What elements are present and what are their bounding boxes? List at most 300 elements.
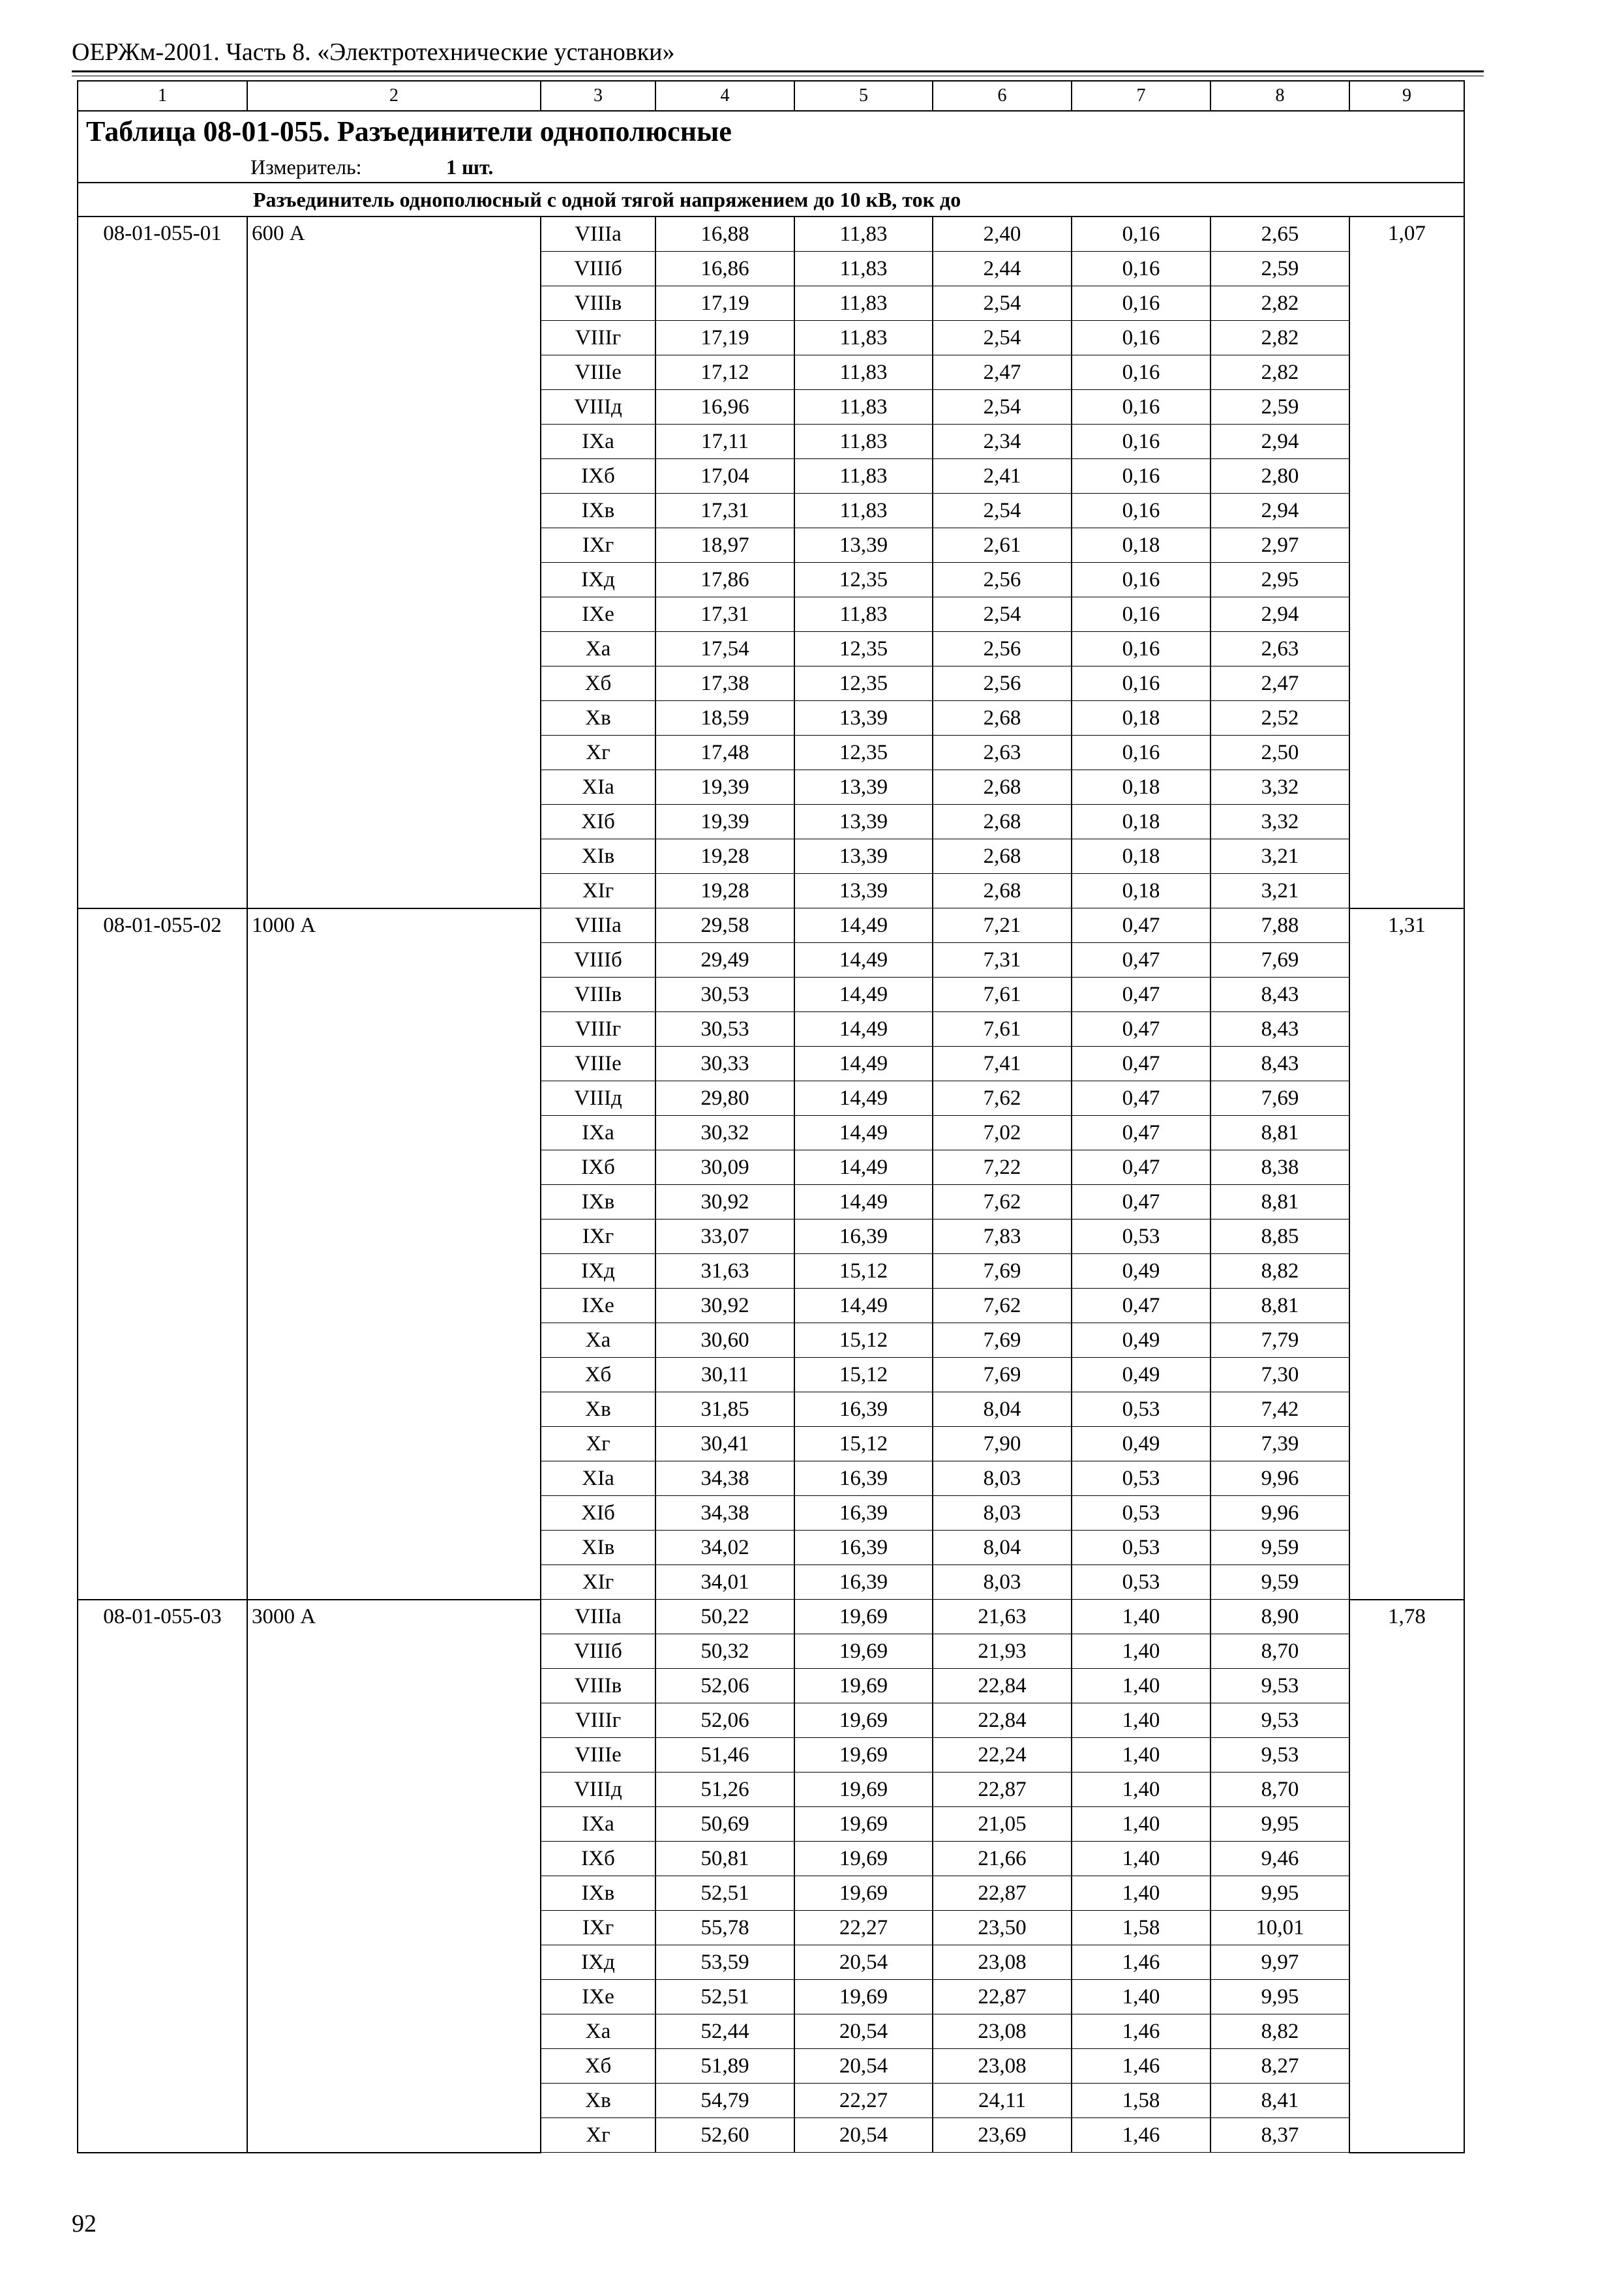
section-title: Разъединитель однополюсный с одной тягой напряжением до 10 кВ, ток до [78, 183, 1464, 217]
value-col4: 17,19 [655, 286, 794, 321]
value-col4: 30,09 [655, 1150, 794, 1185]
value-col6: 22,87 [933, 1773, 1072, 1807]
zone-cell: IXд [541, 563, 655, 597]
value-col7: 1,40 [1072, 1634, 1210, 1669]
zone-cell: Xа [541, 2014, 655, 2049]
value-col8: 8,81 [1210, 1116, 1349, 1150]
value-col6: 2,34 [933, 425, 1072, 459]
value-col6: 7,31 [933, 943, 1072, 978]
value-col5: 22,27 [794, 1911, 933, 1945]
value-col5: 13,39 [794, 528, 933, 563]
value-col4: 29,49 [655, 943, 794, 978]
value-col8: 2,82 [1210, 321, 1349, 355]
value-col7: 0,16 [1072, 252, 1210, 286]
value-col4: 30,41 [655, 1427, 794, 1461]
value-col6: 2,63 [933, 736, 1072, 770]
value-col6: 2,68 [933, 701, 1072, 736]
zone-cell: IXа [541, 425, 655, 459]
zone-cell: IXв [541, 1185, 655, 1219]
value-col6: 22,84 [933, 1703, 1072, 1738]
value-col6: 2,54 [933, 597, 1072, 632]
value-col7: 1,40 [1072, 1669, 1210, 1703]
value-col5: 15,12 [794, 1254, 933, 1289]
value-col8: 7,42 [1210, 1392, 1349, 1427]
rate-name: 600 А [247, 217, 541, 908]
value-col6: 7,90 [933, 1427, 1072, 1461]
rate-name: 3000 А [247, 1600, 541, 2153]
value-col4: 30,92 [655, 1185, 794, 1219]
value-col7: 0,49 [1072, 1427, 1210, 1461]
value-col7: 0,16 [1072, 390, 1210, 425]
zone-cell: IXб [541, 1150, 655, 1185]
value-col5: 19,69 [794, 1842, 933, 1876]
zone-cell: IXг [541, 1219, 655, 1254]
value-col4: 30,53 [655, 978, 794, 1012]
zone-cell: Xа [541, 1323, 655, 1358]
value-col8: 8,37 [1210, 2118, 1349, 2153]
value-col8: 9,96 [1210, 1461, 1349, 1496]
value-col7: 0,49 [1072, 1358, 1210, 1392]
value-col4: 16,86 [655, 252, 794, 286]
value-col7: 1,40 [1072, 1842, 1210, 1876]
value-col6: 24,11 [933, 2084, 1072, 2118]
value-col6: 2,68 [933, 805, 1072, 839]
value-col7: 0,18 [1072, 805, 1210, 839]
value-col8: 2,95 [1210, 563, 1349, 597]
zone-cell: VIIIв [541, 286, 655, 321]
value-col5: 14,49 [794, 1116, 933, 1150]
value-col4: 34,38 [655, 1496, 794, 1531]
zone-cell: Xв [541, 2084, 655, 2118]
value-col5: 16,39 [794, 1392, 933, 1427]
value-col8: 8,70 [1210, 1773, 1349, 1807]
value-col5: 12,35 [794, 632, 933, 666]
value-col5: 15,12 [794, 1427, 933, 1461]
value-col8: 2,80 [1210, 459, 1349, 494]
measure-value: 1 шт. [446, 155, 494, 179]
value-col8: 9,59 [1210, 1565, 1349, 1600]
value-col6: 2,47 [933, 355, 1072, 390]
value-col4: 16,88 [655, 217, 794, 252]
value-col5: 19,69 [794, 1634, 933, 1669]
table-title-row [78, 111, 1464, 152]
value-col8: 8,82 [1210, 1254, 1349, 1289]
value-col4: 52,06 [655, 1669, 794, 1703]
zone-cell: IXв [541, 494, 655, 528]
value-col6: 7,61 [933, 1012, 1072, 1047]
value-col6: 7,69 [933, 1254, 1072, 1289]
page-number: 92 [72, 2210, 97, 2237]
value-col8: 3,21 [1210, 839, 1349, 874]
zone-cell: VIIIе [541, 1738, 655, 1773]
value-col8: 8,70 [1210, 1634, 1349, 1669]
value-col7: 1,40 [1072, 1703, 1210, 1738]
value-col7: 0,16 [1072, 632, 1210, 666]
zone-cell: VIIIв [541, 978, 655, 1012]
value-col7: 0,53 [1072, 1461, 1210, 1496]
value-col8: 9,53 [1210, 1703, 1349, 1738]
value-col8: 2,59 [1210, 252, 1349, 286]
value-col8: 9,53 [1210, 1738, 1349, 1773]
value-col8: 3,21 [1210, 874, 1349, 908]
value-col8: 2,94 [1210, 597, 1349, 632]
value-col5: 12,35 [794, 666, 933, 701]
column-number: 2 [247, 81, 541, 111]
value-col5: 19,69 [794, 1807, 933, 1842]
value-col7: 0,16 [1072, 286, 1210, 321]
value-col6: 21,93 [933, 1634, 1072, 1669]
value-col6: 23,50 [933, 1911, 1072, 1945]
value-col8: 8,43 [1210, 1047, 1349, 1081]
value-col5: 16,39 [794, 1531, 933, 1565]
zone-cell: VIIIб [541, 943, 655, 978]
measure-row [78, 152, 1464, 183]
column-number: 1 [78, 81, 247, 111]
value-col6: 2,54 [933, 321, 1072, 355]
value-col4: 19,39 [655, 805, 794, 839]
value-col5: 19,69 [794, 1773, 933, 1807]
value-col7: 0,47 [1072, 1081, 1210, 1116]
value-col4: 18,59 [655, 701, 794, 736]
value-col6: 7,62 [933, 1185, 1072, 1219]
zone-cell: IXа [541, 1807, 655, 1842]
value-col5: 19,69 [794, 1876, 933, 1911]
zone-cell: XIб [541, 1496, 655, 1531]
value-col7: 0,53 [1072, 1531, 1210, 1565]
zone-cell: Xг [541, 736, 655, 770]
value-col5: 16,39 [794, 1219, 933, 1254]
value-col5: 16,39 [794, 1496, 933, 1531]
value-col5: 15,12 [794, 1358, 933, 1392]
value-col7: 0,16 [1072, 563, 1210, 597]
value-col5: 14,49 [794, 908, 933, 943]
zone-cell: VIIIд [541, 390, 655, 425]
value-col8: 10,01 [1210, 1911, 1349, 1945]
value-col8: 7,69 [1210, 1081, 1349, 1116]
value-col8: 2,50 [1210, 736, 1349, 770]
value-col5: 16,39 [794, 1565, 933, 1600]
value-col4: 34,38 [655, 1461, 794, 1496]
value-col7: 0,49 [1072, 1323, 1210, 1358]
value-col8: 8,82 [1210, 2014, 1349, 2049]
value-col7: 0,16 [1072, 459, 1210, 494]
value-col7: 1,46 [1072, 2118, 1210, 2153]
value-col4: 34,01 [655, 1565, 794, 1600]
value-col4: 52,44 [655, 2014, 794, 2049]
value-col4: 17,11 [655, 425, 794, 459]
value-col4: 29,58 [655, 908, 794, 943]
value-col8: 8,43 [1210, 1012, 1349, 1047]
value-col6: 23,08 [933, 1945, 1072, 1980]
column-number: 8 [1210, 81, 1349, 111]
value-col5: 14,49 [794, 943, 933, 978]
value-col4: 17,19 [655, 321, 794, 355]
document-header: ОЕРЖм-2001. Часть 8. «Электротехнические установки» [72, 38, 675, 66]
value-col6: 22,24 [933, 1738, 1072, 1773]
value-col6: 2,56 [933, 666, 1072, 701]
zone-cell: VIIIд [541, 1773, 655, 1807]
value-col5: 20,54 [794, 2118, 933, 2153]
value-col7: 0,18 [1072, 874, 1210, 908]
value-col8: 3,32 [1210, 805, 1349, 839]
zone-cell: VIIIд [541, 1081, 655, 1116]
value-col8: 8,43 [1210, 978, 1349, 1012]
table-row [78, 1600, 1464, 1634]
value-col8: 9,59 [1210, 1531, 1349, 1565]
value-col5: 11,83 [794, 217, 933, 252]
table-title: Таблица 08-01-055. Разъединители однополюсные [78, 111, 1464, 152]
value-col5: 15,12 [794, 1323, 933, 1358]
value-col5: 11,83 [794, 252, 933, 286]
value-col5: 13,39 [794, 839, 933, 874]
value-col6: 2,61 [933, 528, 1072, 563]
zone-cell: XIв [541, 839, 655, 874]
value-col7: 1,46 [1072, 2049, 1210, 2084]
value-col4: 53,59 [655, 1945, 794, 1980]
value-col5: 20,54 [794, 1945, 933, 1980]
value-col5: 11,83 [794, 494, 933, 528]
value-col8: 2,82 [1210, 286, 1349, 321]
value-col5: 11,83 [794, 425, 933, 459]
rate-name: 1000 А [247, 908, 541, 1600]
value-col7: 0,47 [1072, 1047, 1210, 1081]
value-col5: 14,49 [794, 1150, 933, 1185]
zone-cell: XIг [541, 1565, 655, 1600]
value-col4: 17,54 [655, 632, 794, 666]
value-col6: 21,63 [933, 1600, 1072, 1634]
zone-cell: VIIIв [541, 1669, 655, 1703]
zone-cell: Xб [541, 666, 655, 701]
value-col8: 7,39 [1210, 1427, 1349, 1461]
value-col5: 11,83 [794, 321, 933, 355]
value-col6: 7,62 [933, 1081, 1072, 1116]
value-col4: 52,51 [655, 1980, 794, 2014]
value-col8: 2,94 [1210, 494, 1349, 528]
value-col7: 0,18 [1072, 839, 1210, 874]
section-row [78, 183, 1464, 217]
value-col6: 7,02 [933, 1116, 1072, 1150]
value-col8: 2,47 [1210, 666, 1349, 701]
value-col4: 17,48 [655, 736, 794, 770]
value-col4: 55,78 [655, 1911, 794, 1945]
value-col5: 19,69 [794, 1703, 933, 1738]
value-col4: 33,07 [655, 1219, 794, 1254]
value-col7: 0,16 [1072, 425, 1210, 459]
value-col9: 1,78 [1349, 1600, 1464, 2153]
zone-cell: Xг [541, 2118, 655, 2153]
value-col4: 31,85 [655, 1392, 794, 1427]
value-col4: 30,11 [655, 1358, 794, 1392]
value-col8: 8,81 [1210, 1289, 1349, 1323]
zone-cell: IXв [541, 1876, 655, 1911]
zone-cell: Xа [541, 632, 655, 666]
value-col4: 16,96 [655, 390, 794, 425]
value-col5: 14,49 [794, 1289, 933, 1323]
value-col5: 19,69 [794, 1669, 933, 1703]
zone-cell: IXе [541, 1289, 655, 1323]
value-col7: 0,53 [1072, 1496, 1210, 1531]
zone-cell: IXд [541, 1254, 655, 1289]
value-col6: 7,69 [933, 1323, 1072, 1358]
value-col4: 54,79 [655, 2084, 794, 2118]
zone-cell: IXг [541, 528, 655, 563]
value-col6: 7,61 [933, 978, 1072, 1012]
value-col6: 7,22 [933, 1150, 1072, 1185]
value-col7: 0,47 [1072, 1185, 1210, 1219]
zone-cell: VIIIа [541, 217, 655, 252]
value-col6: 2,56 [933, 632, 1072, 666]
value-col8: 8,41 [1210, 2084, 1349, 2118]
zone-cell: XIв [541, 1531, 655, 1565]
value-col6: 2,68 [933, 770, 1072, 805]
value-col9: 1,31 [1349, 908, 1464, 1600]
value-col4: 51,89 [655, 2049, 794, 2084]
value-col8: 8,90 [1210, 1600, 1349, 1634]
value-col4: 17,31 [655, 597, 794, 632]
value-col7: 1,46 [1072, 2014, 1210, 2049]
zone-cell: IXг [541, 1911, 655, 1945]
value-col4: 29,80 [655, 1081, 794, 1116]
value-col8: 7,30 [1210, 1358, 1349, 1392]
value-col8: 8,81 [1210, 1185, 1349, 1219]
value-col8: 2,94 [1210, 425, 1349, 459]
value-col4: 52,06 [655, 1703, 794, 1738]
value-col5: 19,69 [794, 1600, 933, 1634]
zone-cell: IXб [541, 459, 655, 494]
value-col4: 51,26 [655, 1773, 794, 1807]
value-col4: 31,63 [655, 1254, 794, 1289]
value-col7: 0,47 [1072, 908, 1210, 943]
value-col6: 8,03 [933, 1461, 1072, 1496]
value-col6: 23,69 [933, 2118, 1072, 2153]
zone-cell: VIIIб [541, 252, 655, 286]
value-col4: 17,86 [655, 563, 794, 597]
value-col6: 2,54 [933, 286, 1072, 321]
value-col6: 21,05 [933, 1807, 1072, 1842]
zone-cell: IXд [541, 1945, 655, 1980]
header-rule [72, 70, 1484, 72]
zone-cell: Xб [541, 2049, 655, 2084]
column-number-row [78, 81, 1464, 111]
column-number: 6 [933, 81, 1072, 111]
value-col7: 0,16 [1072, 321, 1210, 355]
value-col6: 7,69 [933, 1358, 1072, 1392]
column-number: 3 [541, 81, 655, 111]
value-col4: 30,60 [655, 1323, 794, 1358]
value-col6: 23,08 [933, 2014, 1072, 2049]
value-col7: 1,46 [1072, 1945, 1210, 1980]
value-col8: 2,82 [1210, 355, 1349, 390]
zone-cell: Xв [541, 701, 655, 736]
rate-code: 08-01-055-01 [78, 217, 247, 908]
value-col6: 2,68 [933, 874, 1072, 908]
value-col8: 9,53 [1210, 1669, 1349, 1703]
value-col7: 0,47 [1072, 1289, 1210, 1323]
value-col8: 2,65 [1210, 217, 1349, 252]
value-col8: 9,97 [1210, 1945, 1349, 1980]
table-row [78, 217, 1464, 252]
value-col7: 1,40 [1072, 1807, 1210, 1842]
zone-cell: Xг [541, 1427, 655, 1461]
zone-cell: VIIIе [541, 1047, 655, 1081]
value-col5: 14,49 [794, 1047, 933, 1081]
value-col5: 13,39 [794, 874, 933, 908]
zone-cell: VIIIе [541, 355, 655, 390]
value-col6: 21,66 [933, 1842, 1072, 1876]
zone-cell: Xв [541, 1392, 655, 1427]
value-col7: 1,40 [1072, 1600, 1210, 1634]
value-col8: 8,85 [1210, 1219, 1349, 1254]
value-col4: 17,31 [655, 494, 794, 528]
value-col4: 51,46 [655, 1738, 794, 1773]
value-col8: 2,97 [1210, 528, 1349, 563]
value-col6: 22,87 [933, 1980, 1072, 2014]
value-col5: 14,49 [794, 1185, 933, 1219]
value-col6: 8,03 [933, 1496, 1072, 1531]
value-col7: 0,47 [1072, 1116, 1210, 1150]
value-col8: 9,95 [1210, 1876, 1349, 1911]
zone-cell: XIа [541, 770, 655, 805]
value-col5: 13,39 [794, 701, 933, 736]
value-col5: 13,39 [794, 770, 933, 805]
column-number: 9 [1349, 81, 1464, 111]
value-col6: 8,04 [933, 1392, 1072, 1427]
column-number: 7 [1072, 81, 1210, 111]
value-col4: 19,39 [655, 770, 794, 805]
value-col8: 8,27 [1210, 2049, 1349, 2084]
value-col8: 2,59 [1210, 390, 1349, 425]
value-col5: 20,54 [794, 2014, 933, 2049]
value-col8: 9,95 [1210, 1980, 1349, 2014]
value-col6: 2,44 [933, 252, 1072, 286]
zone-cell: IXе [541, 597, 655, 632]
value-col7: 0,16 [1072, 355, 1210, 390]
value-col6: 2,68 [933, 839, 1072, 874]
column-number: 5 [794, 81, 933, 111]
value-col5: 14,49 [794, 978, 933, 1012]
value-col7: 0,53 [1072, 1219, 1210, 1254]
value-col8: 7,79 [1210, 1323, 1349, 1358]
rate-code: 08-01-055-02 [78, 908, 247, 1600]
value-col5: 11,83 [794, 390, 933, 425]
value-col7: 0,49 [1072, 1254, 1210, 1289]
value-col7: 0,47 [1072, 943, 1210, 978]
value-col7: 1,58 [1072, 2084, 1210, 2118]
value-col7: 0,18 [1072, 528, 1210, 563]
value-col4: 30,32 [655, 1116, 794, 1150]
value-col5: 16,39 [794, 1461, 933, 1496]
zone-cell: IXе [541, 1980, 655, 2014]
measure-label: Измеритель: [250, 155, 362, 179]
value-col7: 1,40 [1072, 1876, 1210, 1911]
value-col5: 11,83 [794, 355, 933, 390]
value-col6: 8,03 [933, 1565, 1072, 1600]
value-col7: 1,58 [1072, 1911, 1210, 1945]
value-col5: 13,39 [794, 805, 933, 839]
value-col8: 9,46 [1210, 1842, 1349, 1876]
value-col6: 23,08 [933, 2049, 1072, 2084]
zone-cell: XIб [541, 805, 655, 839]
zone-cell: VIIIб [541, 1634, 655, 1669]
value-col8: 2,63 [1210, 632, 1349, 666]
zone-cell: IXб [541, 1842, 655, 1876]
value-col5: 12,35 [794, 563, 933, 597]
value-col4: 30,92 [655, 1289, 794, 1323]
value-col5: 19,69 [794, 1980, 933, 2014]
value-col6: 22,87 [933, 1876, 1072, 1911]
value-col6: 2,41 [933, 459, 1072, 494]
value-col5: 22,27 [794, 2084, 933, 2118]
